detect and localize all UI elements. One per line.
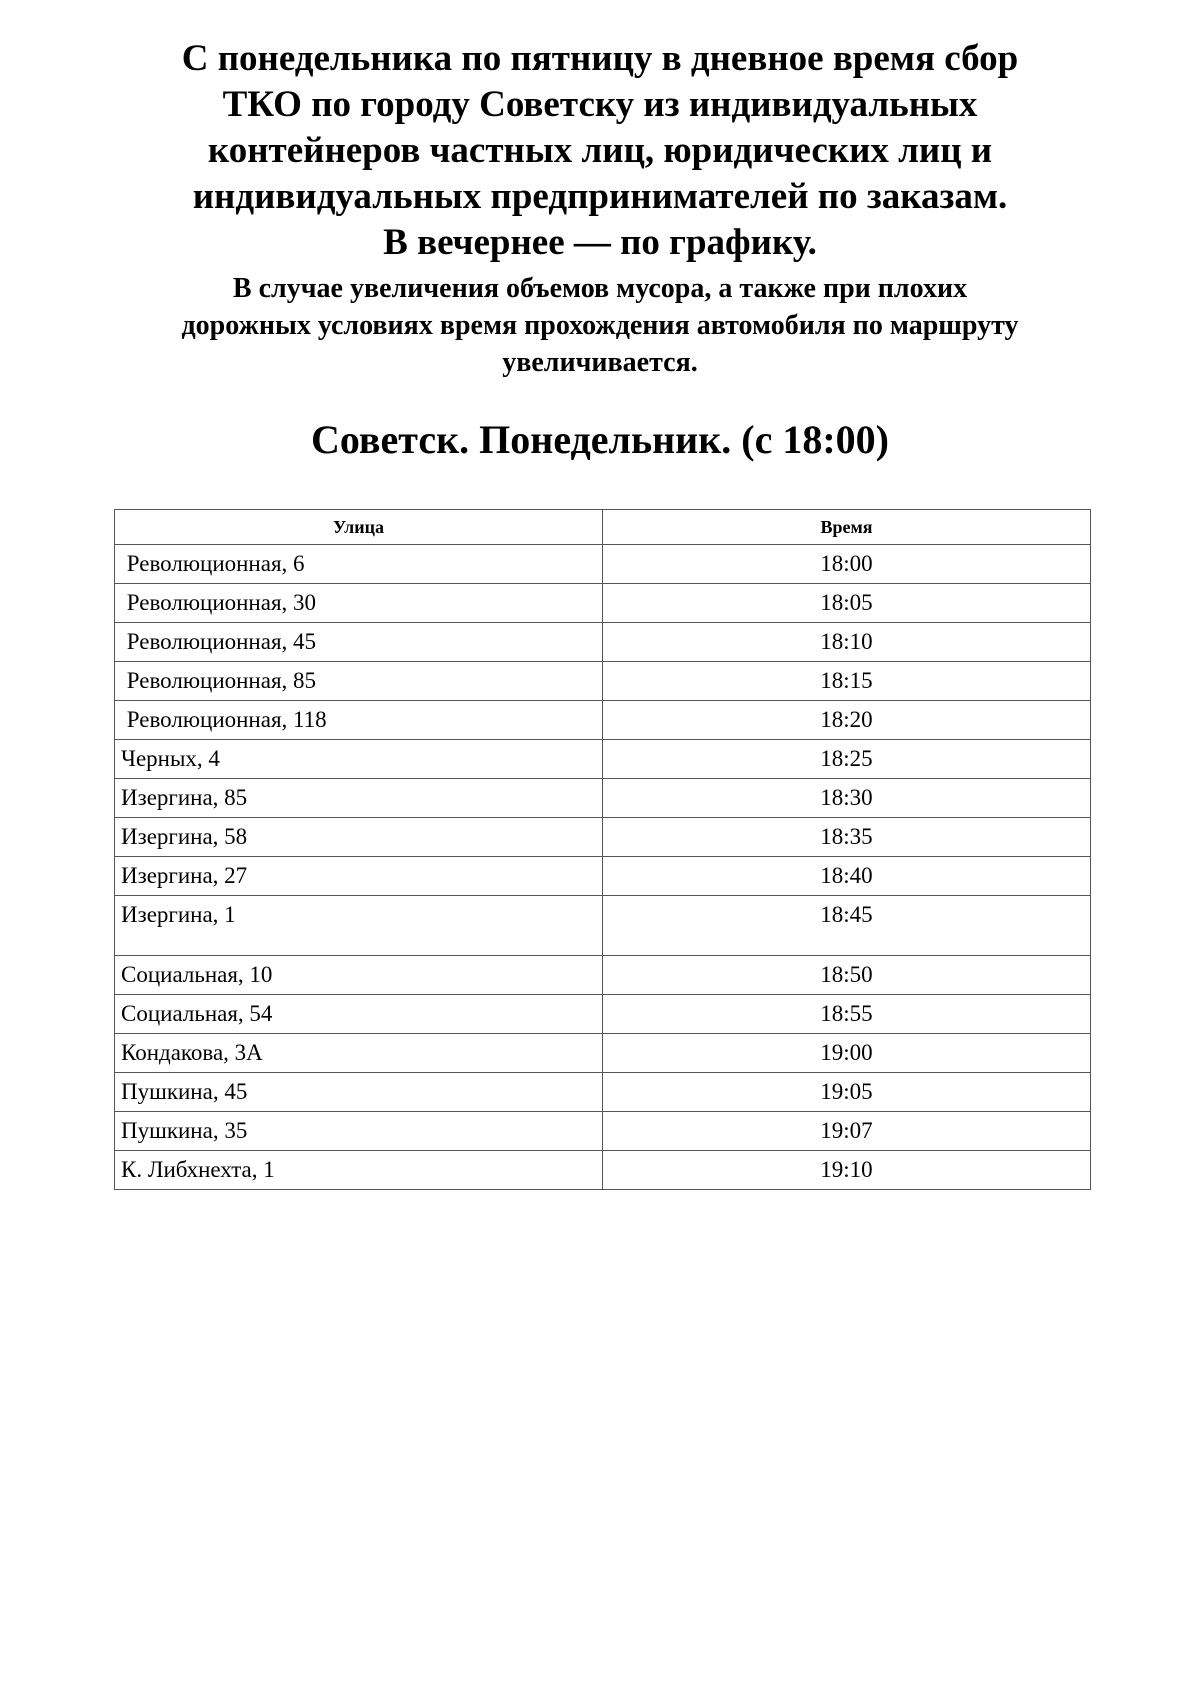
street-column-header: Улица — [115, 510, 603, 545]
time-cell: 18:05 — [603, 584, 1091, 623]
table-row — [115, 896, 1091, 956]
table-row — [115, 623, 1091, 662]
time-cell: 18:35 — [603, 818, 1091, 857]
table-row — [115, 995, 1091, 1034]
street-cell: Социальная, 10 — [115, 956, 603, 995]
time-cell: 18:15 — [603, 662, 1091, 701]
time-cell: 19:10 — [603, 1151, 1091, 1190]
street-cell: Революционная, 6 — [115, 545, 603, 584]
intro-line: контейнеров частных лиц, юридических лиц и — [207, 130, 993, 171]
note-line: увеличивается. — [502, 347, 698, 378]
table-row — [115, 545, 1091, 584]
time-column-header: Время — [603, 510, 1091, 545]
schedule-title: Советск. Понедельник. (с 18:00) — [310, 417, 889, 462]
note-line: В случае увеличения объемов мусора, а также при плохих — [232, 273, 968, 304]
table-row — [115, 956, 1091, 995]
table-row — [115, 818, 1091, 857]
table-row — [115, 779, 1091, 818]
time-cell: 18:30 — [603, 779, 1091, 818]
street-cell: Революционная, 30 — [115, 584, 603, 623]
street-cell: Изергина, 58 — [115, 818, 603, 857]
intro-line: В вечернее — по графику. — [383, 222, 817, 263]
street-cell: Революционная, 45 — [115, 623, 603, 662]
table-row — [115, 1151, 1091, 1190]
schedule-table — [114, 509, 1091, 1190]
time-cell: 18:10 — [603, 623, 1091, 662]
table-row — [115, 662, 1091, 701]
intro-line: ТКО по городу Советску из индивидуальных — [222, 84, 978, 125]
intro-line: С понедельника по пятницу в дневное время сбор — [181, 38, 1019, 79]
intro-line: индивидуальных предпринимателей по заказам. — [192, 176, 1008, 217]
table-row — [115, 740, 1091, 779]
time-cell: 19:00 — [603, 1034, 1091, 1073]
delay-note — [90, 270, 1110, 381]
street-cell: Социальная, 54 — [115, 995, 603, 1034]
street-cell: Революционная, 85 — [115, 662, 603, 701]
time-cell: 18:20 — [603, 701, 1091, 740]
street-cell: Изергина, 85 — [115, 779, 603, 818]
time-cell: 18:55 — [603, 995, 1091, 1034]
street-cell: Пушкина, 45 — [115, 1073, 603, 1112]
time-cell: 18:45 — [603, 896, 1091, 956]
street-cell: Пушкина, 35 — [115, 1112, 603, 1151]
table-row — [115, 857, 1091, 896]
street-cell: Кондакова, 3А — [115, 1034, 603, 1073]
time-cell: 18:25 — [603, 740, 1091, 779]
table-row — [115, 1073, 1091, 1112]
table-row — [115, 584, 1091, 623]
table-header-row — [115, 510, 1091, 545]
street-cell: Изергина, 27 — [115, 857, 603, 896]
table-row — [115, 701, 1091, 740]
table-row — [115, 1034, 1091, 1073]
street-cell: Черных, 4 — [115, 740, 603, 779]
intro-heading — [100, 36, 1100, 266]
time-cell: 19:07 — [603, 1112, 1091, 1151]
table-row — [115, 1112, 1091, 1151]
street-cell: Революционная, 118 — [115, 701, 603, 740]
street-cell: Изергина, 1 — [115, 896, 603, 956]
street-cell: К. Либхнехта, 1 — [115, 1151, 603, 1190]
time-cell: 18:00 — [603, 545, 1091, 584]
time-cell: 19:05 — [603, 1073, 1091, 1112]
time-cell: 18:40 — [603, 857, 1091, 896]
note-line: дорожных условиях время прохождения автомобиля по маршруту — [181, 310, 1019, 341]
time-cell: 18:50 — [603, 956, 1091, 995]
